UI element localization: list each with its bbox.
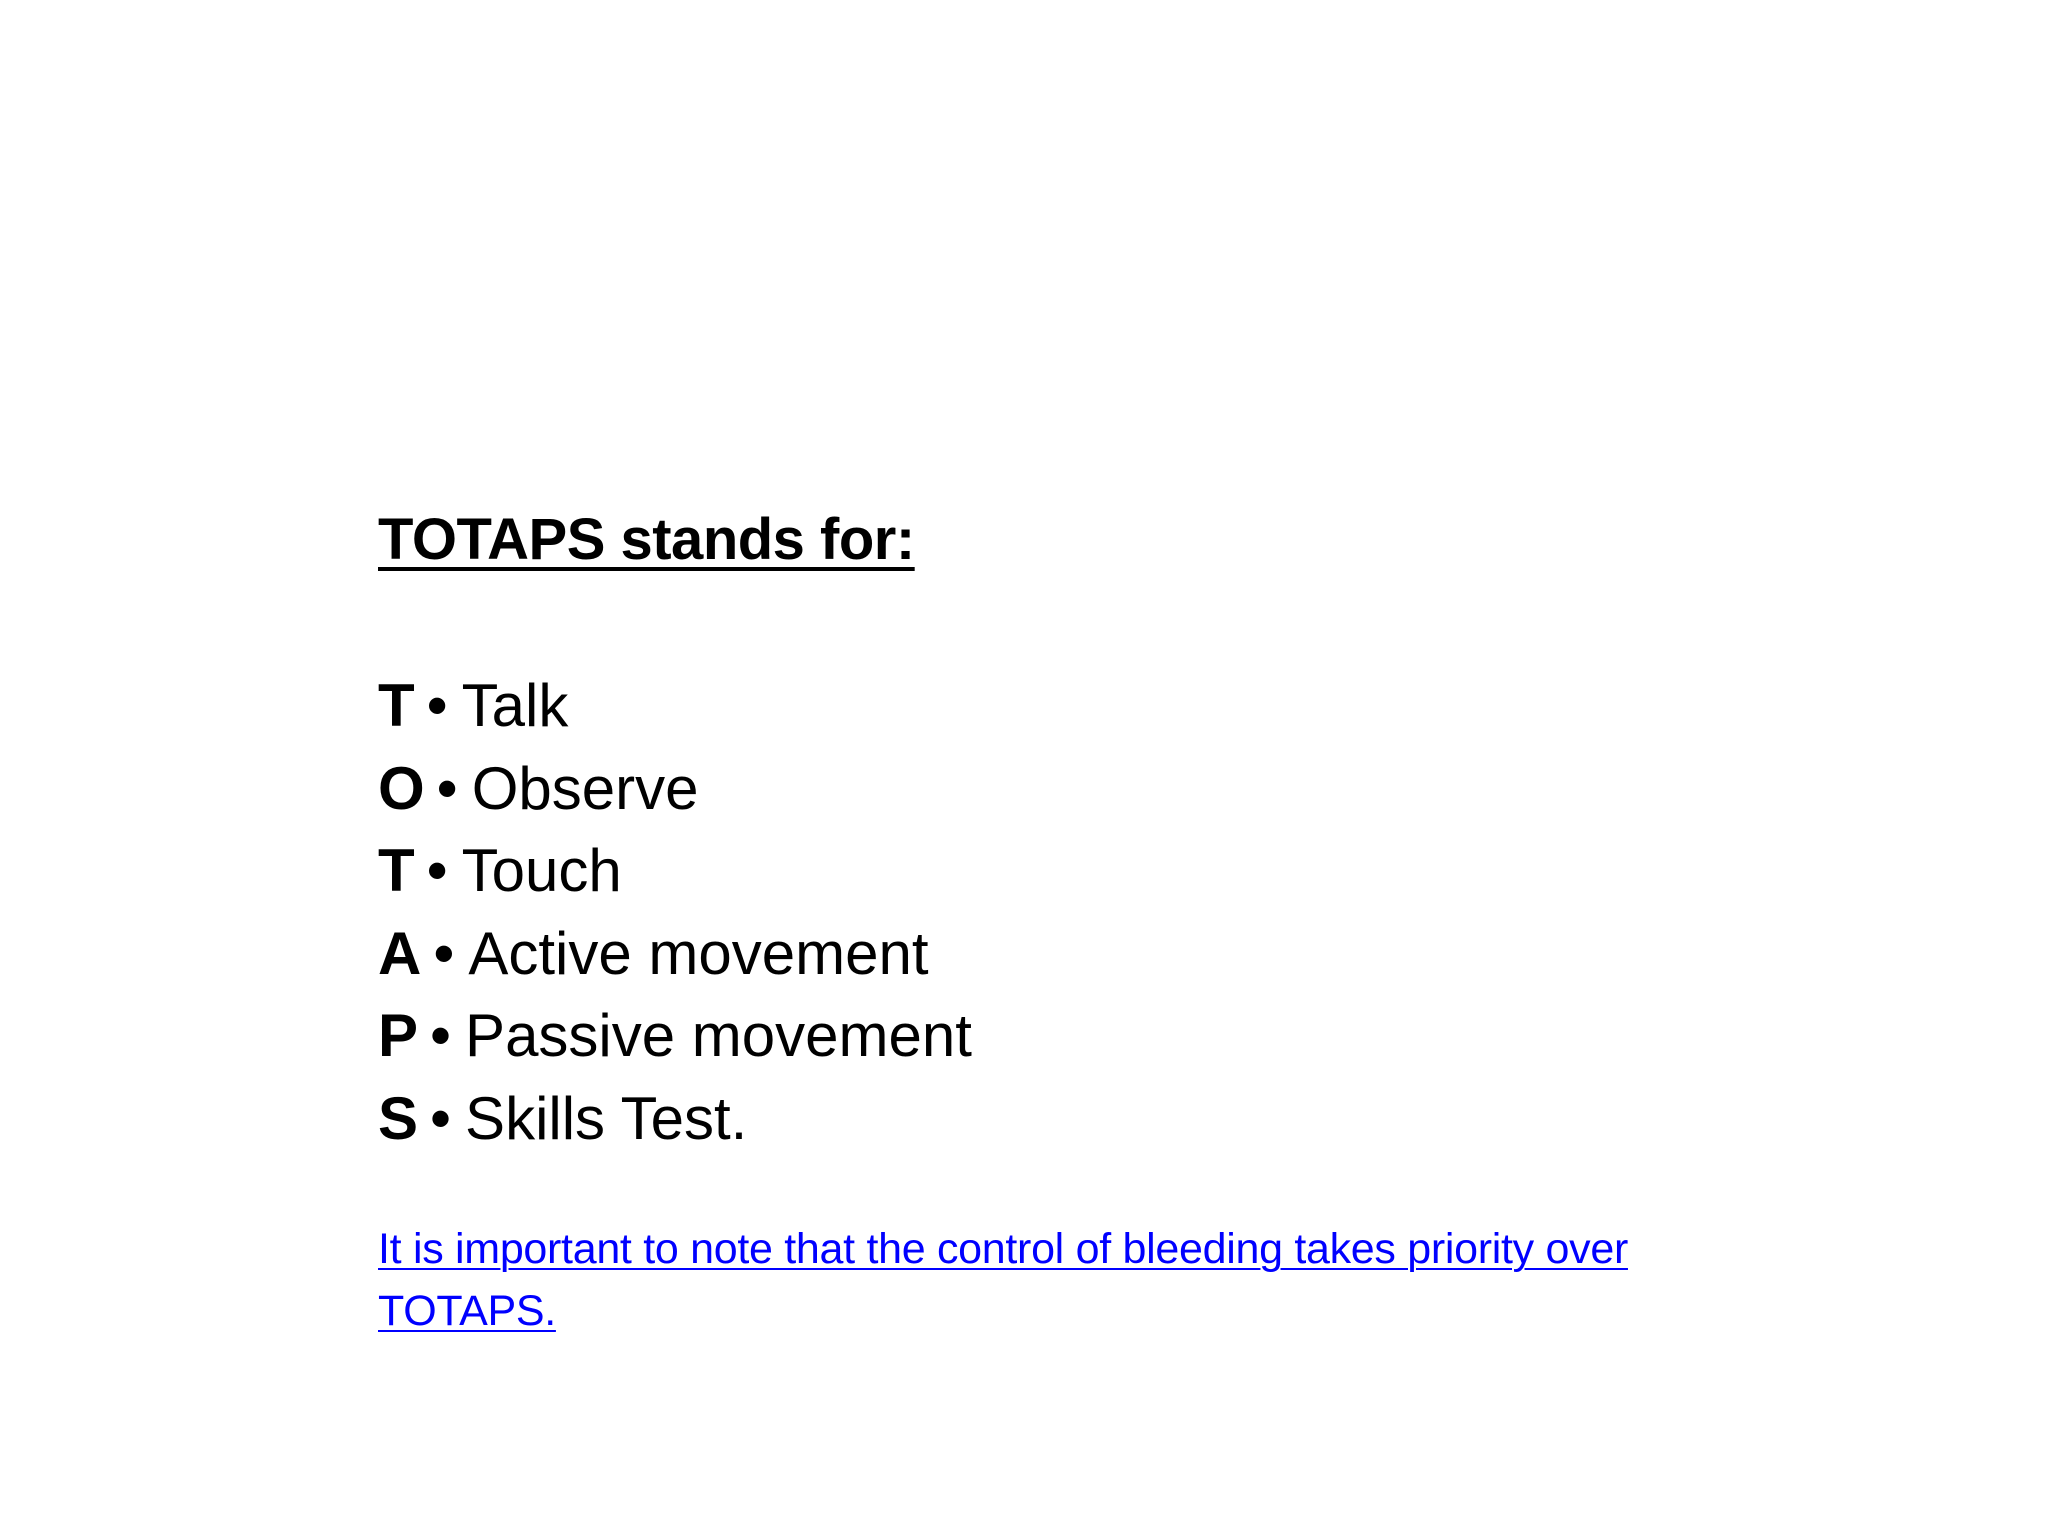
bullet-icon: • (433, 919, 455, 987)
slide-heading: TOTAPS stands for: (378, 507, 915, 572)
bullet-icon: • (430, 1084, 452, 1152)
bullet-icon: • (436, 754, 458, 822)
list-item-letter: O (378, 754, 425, 822)
list-item (378, 665, 972, 748)
list-item (378, 995, 972, 1078)
slide-content (378, 500, 1678, 1335)
list-item-letter: S (378, 1084, 419, 1152)
list-item-letter: T (378, 672, 415, 739)
list-item-label: Skills Test. (465, 1084, 748, 1152)
bullet-icon: • (430, 1002, 452, 1069)
list-item-letter: T (378, 837, 415, 904)
list-item (378, 748, 972, 831)
list-item (378, 1078, 972, 1161)
list-item (378, 830, 972, 913)
totaps-list (378, 665, 972, 1160)
list-item-label: Active movement (468, 919, 929, 987)
list-item-letter: P (378, 1002, 419, 1069)
list-item-label: Touch (461, 837, 622, 904)
list-item (378, 913, 972, 996)
list-item-label: Observe (471, 754, 699, 822)
list-item-letter: A (378, 919, 422, 987)
list-item-label: Passive movement (465, 1002, 972, 1069)
bullet-icon: • (426, 837, 448, 904)
bleeding-priority-link[interactable]: It is important to note that the control of bleeding takes priority over TOTAPS. (378, 1225, 1628, 1335)
list-item-label: Talk (461, 672, 569, 739)
bullet-icon: • (426, 672, 448, 739)
